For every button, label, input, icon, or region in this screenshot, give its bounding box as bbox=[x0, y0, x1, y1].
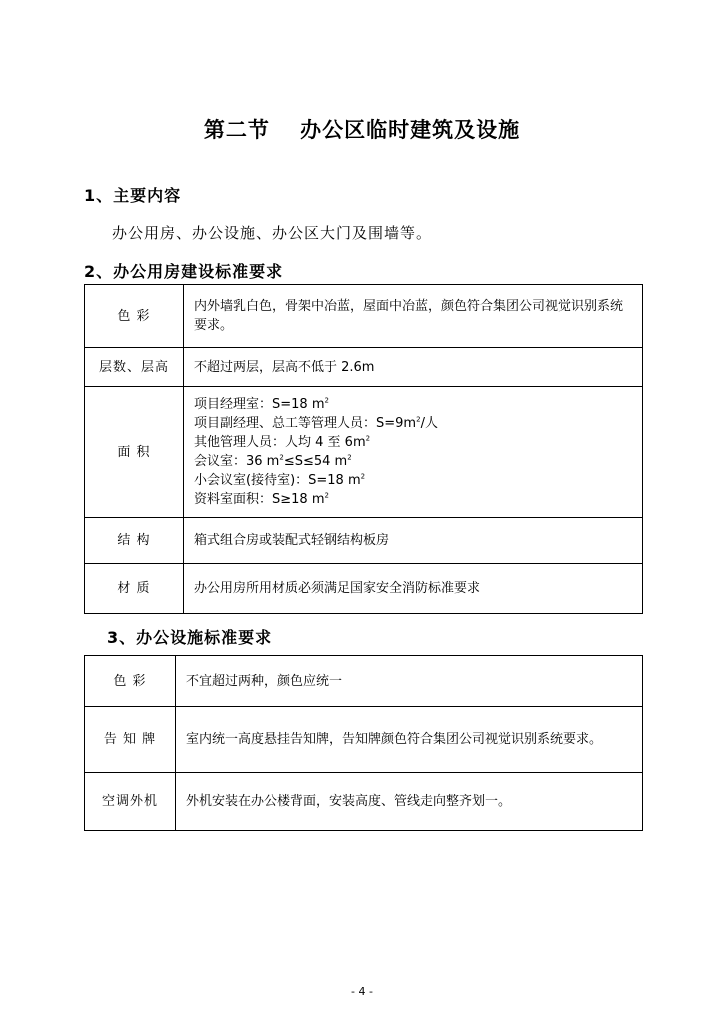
row-value-color: 内外墙乳白色，骨架中冶蓝，屋面中冶蓝，颜色符合集团公司视觉识别系统要求。 bbox=[184, 285, 643, 348]
row-label-facility-color: 色 彩 bbox=[85, 656, 176, 707]
row-label-notice-board: 告 知 牌 bbox=[85, 707, 176, 773]
table-row bbox=[85, 656, 643, 707]
row-label-color: 色 彩 bbox=[85, 285, 184, 348]
office-facility-standards-table bbox=[84, 655, 643, 831]
table-row bbox=[85, 348, 643, 387]
section-title: 第二节 办公区临时建筑及设施 bbox=[203, 118, 521, 142]
office-building-standards-table bbox=[84, 284, 643, 614]
table-row bbox=[85, 285, 643, 348]
table-row bbox=[85, 707, 643, 773]
area-line-archive-room: 资料室面积：S≥18 $m^2$ bbox=[194, 491, 329, 507]
row-label-ac-unit: 空调外机 bbox=[85, 773, 176, 831]
page-number: - 4 - bbox=[351, 985, 373, 998]
area-line-other-staff: 其他管理人员：人均 4 至 $6m^2$ bbox=[194, 434, 371, 450]
row-label-area: 面 积 bbox=[85, 387, 184, 518]
table-row bbox=[85, 518, 643, 564]
row-value-notice-board: 室内统一高度悬挂告知牌，告知牌颜色符合集团公司视觉识别系统要求。 bbox=[176, 707, 643, 773]
row-value-floors: 不超过两层，层高不低于 2.6m bbox=[184, 348, 643, 387]
row-value-area bbox=[184, 387, 643, 518]
row-value-facility-color: 不宜超过两种，颜色应统一 bbox=[176, 656, 643, 707]
heading-office-building-standards: 2、办公用房建设标准要求 bbox=[84, 262, 284, 281]
heading-office-facility-standards: 3、办公设施标准要求 bbox=[107, 628, 273, 647]
area-line-project-manager: 项目经理室：S=18 $m^2$ bbox=[194, 396, 329, 412]
row-value-ac-unit: 外机安装在办公楼背面，安装高度、管线走向整齐划一。 bbox=[176, 773, 643, 831]
table-row bbox=[85, 564, 643, 614]
row-value-material: 办公用房所用材质必须满足国家安全消防标准要求 bbox=[184, 564, 643, 614]
row-value-structure: 箱式组合房或装配式轻钢结构板房 bbox=[184, 518, 643, 564]
main-content-text: 办公用房、办公设施、办公区大门及围墙等。 bbox=[112, 224, 433, 242]
table-row bbox=[85, 773, 643, 831]
row-label-floors: 层数、层高 bbox=[85, 348, 184, 387]
row-label-structure: 结 构 bbox=[85, 518, 184, 564]
table-row bbox=[85, 387, 643, 518]
row-label-material: 材 质 bbox=[85, 564, 184, 614]
area-line-meeting-room: 会议室：36 $m^2\le S\le 54$ $m^2$ bbox=[194, 453, 352, 469]
heading-main-content: 1、主要内容 bbox=[84, 186, 182, 205]
area-line-deputy-manager: 项目副经理、总工等管理人员：$S=9m^2/$人 bbox=[194, 415, 438, 431]
area-line-small-meeting-room: 小会议室(接待室)：S=18 $m^2$ bbox=[194, 472, 366, 488]
